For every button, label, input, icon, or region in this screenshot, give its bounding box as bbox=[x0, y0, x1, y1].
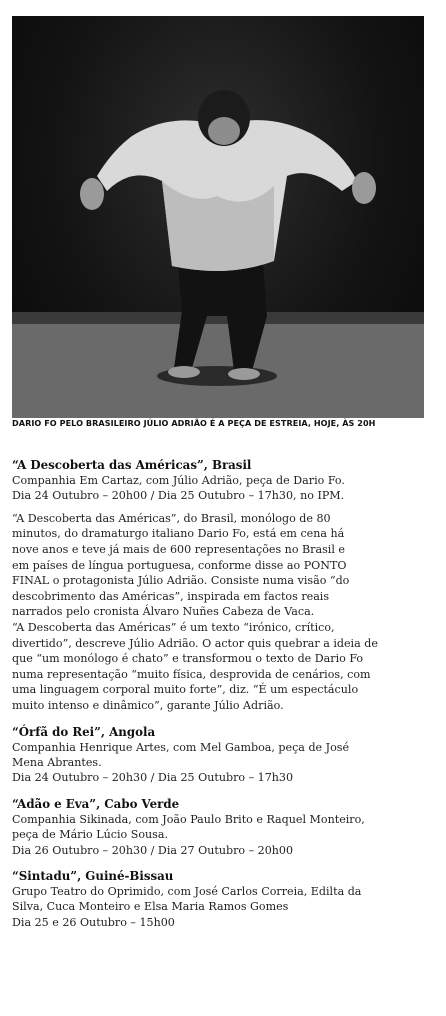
description-line: em países de língua portuguesa, conforme disse ao PONTO bbox=[12, 558, 347, 572]
description-line: FINAL o protagonista Júlio Adrião. Consiste numa visão “do bbox=[12, 574, 350, 588]
description-line: numa representação “muito física, desprovida de cenários, com bbox=[12, 667, 371, 681]
description-line: narrados pelo cronista Álvaro Nuñes Cabeza de Vaca. bbox=[12, 605, 315, 619]
company-line: Companhia Sikinada, com João Paulo Brito e Raquel Monteiro, bbox=[12, 812, 365, 826]
entry-title bbox=[12, 725, 437, 740]
description-line: uma linguagem corporal muito forte”, diz. “É um espectáculo bbox=[12, 683, 359, 697]
entry-title bbox=[12, 797, 437, 812]
description bbox=[12, 511, 437, 714]
company-line: Mena Abrantes. bbox=[12, 755, 102, 769]
description-line: “A Descoberta das Américas” é um texto “irónico, crítico, bbox=[12, 620, 335, 634]
entry-title bbox=[12, 869, 437, 884]
play-country: , Angola bbox=[100, 724, 156, 739]
description-line: muito intenso e dinâmico”, garante Júlio Adrião. bbox=[12, 698, 284, 712]
description-line: que “um monólogo é chato” e transformou o texto de Dario Fo bbox=[12, 652, 364, 666]
play-country: , Guiné-Bissau bbox=[77, 868, 174, 883]
description-line: minutos, do dramaturgo italiano Dario Fo, está em cena há bbox=[12, 527, 345, 541]
list-item bbox=[12, 458, 437, 714]
date-line: Dia 24 Outubro – 20h30 / Dia 25 Outubro – 17h30 bbox=[12, 771, 294, 785]
description-line: nove anos e teve já mais de 600 representações no Brasil e bbox=[12, 543, 345, 556]
list-item bbox=[12, 869, 437, 930]
company-line: Companhia Em Cartaz, com Júlio Adrião, peça de Dario Fo. bbox=[12, 474, 345, 487]
date-line: Dia 25 e 26 Outubro – 15h00 bbox=[12, 915, 175, 929]
date-line: Dia 24 Outubro – 20h00 / Dia 25 Outubro – 17h30, no IPM. bbox=[12, 489, 345, 503]
performer-photo bbox=[12, 16, 424, 418]
description-line: divertido”, descreve Júlio Adrião. O actor quis quebrar a ideia de bbox=[12, 636, 378, 650]
company-line: Grupo Teatro do Oprimido, com José Carlos Correia, Edilta da bbox=[12, 884, 362, 898]
list-item bbox=[12, 725, 437, 786]
description-line: descobrimento das Américas”, inspirada em factos reais bbox=[12, 589, 330, 603]
play-title: “Sintadu” bbox=[12, 868, 78, 883]
company-line: Silva, Cuca Monteiro e Elsa Maria Ramos Gomes bbox=[12, 900, 289, 914]
schedule-list bbox=[12, 458, 437, 941]
company-line: peça de Mário Lúcio Sousa. bbox=[12, 828, 168, 842]
play-title: “A Descoberta das Américas” bbox=[12, 458, 204, 472]
play-country: , Cabo Verde bbox=[96, 796, 180, 811]
description-line: “A Descoberta das Américas”, do Brasil, monólogo de 80 bbox=[12, 511, 331, 525]
photo-caption: DARIO FO PELO BRASILEIRO JÚLIO ADRIÃO É A PEÇA DE ESTREIA, HOJE, ÀS 20H bbox=[12, 418, 376, 428]
play-title: “Órfã do Rei” bbox=[12, 724, 101, 739]
play-country: , Brasil bbox=[203, 458, 252, 472]
date-line: Dia 26 Outubro – 20h30 / Dia 27 Outubro – 20h00 bbox=[12, 843, 294, 857]
list-item bbox=[12, 797, 437, 858]
play-title: “Adão e Eva” bbox=[12, 796, 97, 811]
entry-title bbox=[12, 458, 437, 473]
performer-silhouette-icon bbox=[12, 16, 424, 418]
company-line: Companhia Henrique Artes, com Mel Gamboa, peça de José bbox=[12, 740, 350, 754]
